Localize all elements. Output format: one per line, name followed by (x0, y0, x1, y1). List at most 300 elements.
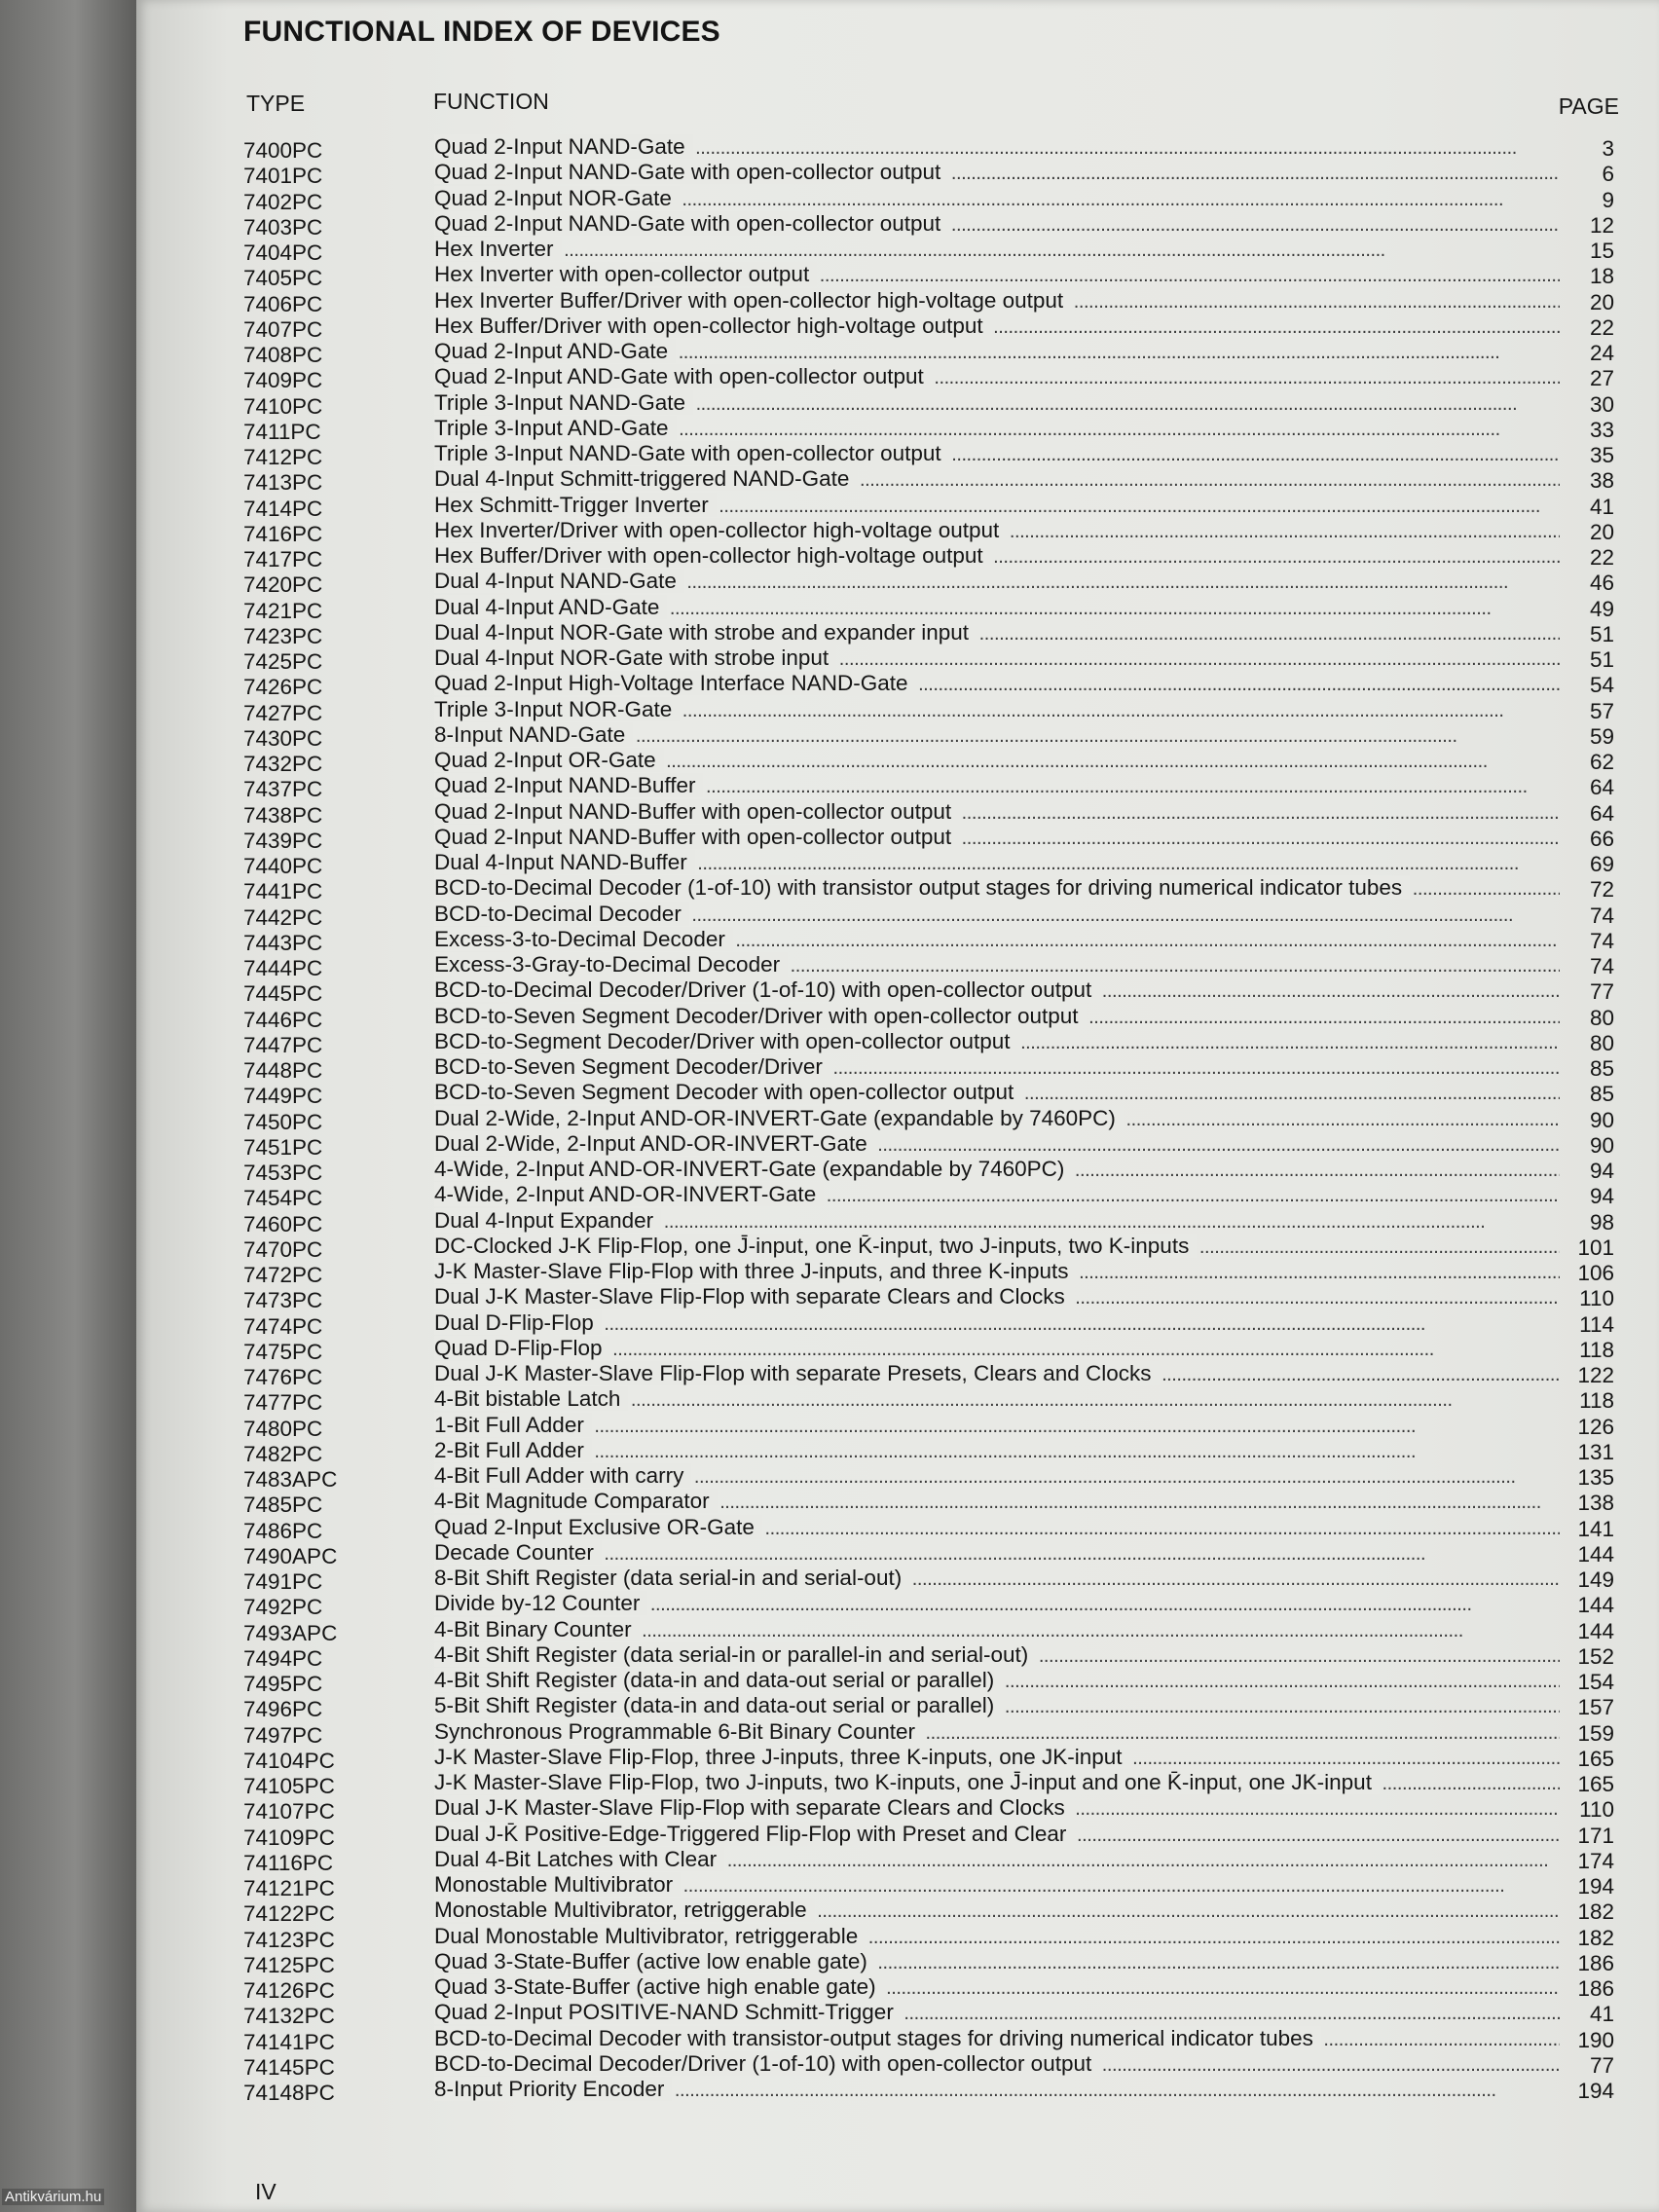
index-row (243, 721, 1614, 751)
device-function-text: Dual 2-Wide, 2-Input AND-OR-INVERT-Gate (expandable by 7460PC) (434, 1106, 1124, 1130)
device-function (434, 595, 1560, 621)
page-ref: 24 (1589, 341, 1614, 365)
device-function (434, 2077, 1560, 2103)
page-ref: 186 (1577, 1950, 1614, 1975)
page-ref: 149 (1577, 1567, 1614, 1592)
device-function (434, 1463, 1560, 1490)
device-function (434, 671, 1560, 697)
device-type: 7480PC (243, 1416, 323, 1441)
index-row (243, 1770, 1614, 1798)
index-row (243, 977, 1614, 1007)
device-type: 7473PC (243, 1288, 323, 1313)
device-function (434, 748, 1560, 774)
page-ref: 186 (1577, 1976, 1614, 2001)
index-row (243, 1872, 1614, 1898)
index-row (243, 926, 1614, 955)
index-row (243, 1693, 1614, 1722)
page-ref: 74 (1589, 903, 1614, 928)
device-function (434, 1872, 1560, 1899)
device-function-text: Quad 3-State-Buffer (active high enable gate) (434, 1974, 884, 1999)
device-type: 74126PC (243, 1978, 335, 2003)
device-function-text: Dual 4-Input NAND-Buffer (434, 850, 695, 874)
device-function-text: Quad 2-Input NOR-Gate (434, 186, 680, 210)
device-function-text: Dual 4-Input NOR-Gate with strobe and expander input (434, 620, 977, 645)
page-number: IV (255, 2179, 276, 2204)
page-ref: 182 (1577, 1925, 1614, 1950)
device-type: 7440PC (243, 854, 323, 878)
device-function (434, 569, 1560, 595)
device-type: 7451PC (243, 1134, 323, 1160)
device-function (434, 1924, 1560, 1950)
device-type: 7486PC (243, 1518, 323, 1543)
device-type: 7441PC (243, 879, 323, 904)
device-function (434, 645, 1560, 672)
device-function (434, 160, 1560, 186)
page-ref: 15 (1589, 239, 1614, 263)
index-row (243, 313, 1614, 342)
page-ref: 54 (1589, 673, 1614, 698)
device-function-text: 4-Wide, 2-Input AND-OR-INVERT-Gate (434, 1182, 824, 1206)
device-function (434, 1336, 1560, 1362)
device-function (434, 825, 1560, 851)
device-type: 7438PC (243, 802, 323, 828)
page-ref: 51 (1589, 647, 1614, 672)
index-row (243, 364, 1614, 393)
device-function (434, 1693, 1560, 1719)
device-function (434, 211, 1560, 238)
page-ref: 194 (1577, 2079, 1614, 2103)
page-ref: 46 (1589, 571, 1614, 596)
index-row (243, 875, 1614, 904)
device-function-text: 4-Bit Shift Register (data serial-in or parallel-in and serial-out) (434, 1642, 1036, 1667)
device-function (434, 1080, 1560, 1106)
device-type: 74148PC (243, 2081, 335, 2105)
index-row (243, 1182, 1614, 1211)
page-ref: 20 (1589, 289, 1614, 314)
device-function-text: BCD-to-Decimal Decoder (1-of-10) with transistor output stages for driving numerical indicator tubes (434, 875, 1410, 900)
index-row (243, 1641, 1614, 1671)
device-type: 7420PC (243, 572, 323, 598)
device-type: 7402PC (243, 189, 323, 214)
device-function-text: Quad 2-Input Exclusive OR-Gate (434, 1515, 762, 1539)
device-type: 7427PC (243, 700, 323, 725)
device-function (434, 2000, 1560, 2026)
device-function-text: Dual J-K̄ Positive-Edge-Triggered Flip-Flop with Preset and Clear (434, 1822, 1074, 1846)
device-function (434, 186, 1560, 212)
page-ref: 190 (1577, 2027, 1614, 2052)
page-ref: 80 (1589, 1005, 1614, 1030)
device-function-text: 8-Input Priority Encoder (434, 2077, 672, 2101)
page-ref: 64 (1589, 775, 1614, 800)
device-function-text: Dual 4-Bit Latches with Clear (434, 1847, 724, 1871)
device-function-text: BCD-to-Seven Segment Decoder/Driver (434, 1054, 830, 1079)
device-function-text: Dual Monostable Multivibrator, retriggerable (434, 1924, 866, 1948)
index-row (243, 1795, 1614, 1825)
device-function-text: Quad 2-Input NAND-Buffer with open-collector output (434, 799, 959, 824)
page-ref: 22 (1589, 314, 1614, 340)
device-type: 7470PC (243, 1236, 323, 1262)
page-ref: 62 (1589, 750, 1614, 774)
device-type: 74132PC (243, 2004, 335, 2029)
device-function (434, 364, 1560, 390)
device-function (434, 1029, 1560, 1055)
device-function-text: Excess-3-to-Decimal Decoder (434, 927, 733, 951)
device-function (434, 902, 1560, 928)
index-row (243, 1054, 1614, 1083)
device-function (434, 1822, 1560, 1848)
device-function-text: Dual 4-Input NAND-Gate (434, 569, 684, 593)
page-ref: 66 (1589, 826, 1614, 851)
device-type: 74145PC (243, 2054, 335, 2080)
page-ref: 90 (1589, 1107, 1614, 1132)
index-row (243, 2000, 1614, 2029)
page-ref: 9 (1602, 187, 1614, 212)
page-ref: 118 (1579, 1388, 1614, 1414)
device-function (434, 1259, 1560, 1285)
index-row (243, 389, 1614, 419)
device-type: 7485PC (243, 1493, 323, 1518)
device-type: 7493APC (243, 1620, 338, 1645)
page-ref: 154 (1577, 1670, 1614, 1694)
device-type: 7411PC (243, 419, 321, 444)
device-type: 7446PC (243, 1007, 323, 1032)
device-type: 74122PC (243, 1901, 335, 1927)
device-function-text: 4-Bit Magnitude Comparator (434, 1489, 718, 1513)
index-row (243, 1309, 1614, 1339)
device-function-text: BCD-to-Decimal Decoder/Driver (1-of-10) with open-collector output (434, 2051, 1099, 2076)
page-ref: 159 (1577, 1720, 1614, 1746)
index-row (243, 1591, 1614, 1620)
device-type: 7449PC (243, 1084, 323, 1109)
device-type: 7495PC (243, 1672, 323, 1696)
index-row (243, 1208, 1614, 1234)
device-function-text: Divide by-12 Counter (434, 1591, 647, 1615)
device-type: 7437PC (243, 777, 323, 802)
device-function-text: BCD-to-Seven Segment Decoder with open-collector output (434, 1080, 1021, 1104)
device-function (434, 2026, 1560, 2052)
device-type: 7474PC (243, 1313, 323, 1339)
index-row (243, 1003, 1614, 1032)
watermark-text: Antikvárium.hu (2, 2189, 104, 2205)
device-function-text: Quad 2-Input AND-Gate with open-collector output (434, 364, 932, 388)
device-function (434, 1719, 1560, 1746)
device-function-text: Synchronous Programmable 6-Bit Binary Counter (434, 1719, 923, 1744)
device-function (434, 1438, 1560, 1464)
index-row (243, 1233, 1614, 1262)
index-row (243, 1514, 1614, 1543)
page-ref: 114 (1579, 1311, 1614, 1337)
index-row (243, 1898, 1614, 1927)
page-ref: 98 (1589, 1209, 1614, 1235)
page-ref: 33 (1589, 417, 1614, 442)
device-function-text: Hex Inverter/Driver with open-collector high-voltage output (434, 518, 1007, 542)
device-function-text: Dual 4-Input AND-Gate (434, 595, 667, 619)
device-type: 7482PC (243, 1441, 323, 1466)
page-ref: 144 (1577, 1618, 1614, 1643)
index-row (243, 2077, 1614, 2105)
index-row (243, 1948, 1614, 1977)
device-type: 7406PC (243, 291, 323, 316)
page-ref: 64 (1589, 800, 1614, 826)
device-type: 7450PC (243, 1109, 323, 1134)
index-row (243, 185, 1614, 214)
device-function-text: 8-Input NAND-Gate (434, 722, 633, 747)
device-type: 7404PC (243, 240, 323, 265)
device-function-text: Hex Inverter (434, 237, 562, 261)
device-function (434, 1182, 1560, 1208)
index-row (243, 1157, 1614, 1185)
index-row (243, 645, 1614, 674)
book-spine (0, 0, 136, 2212)
index-row (243, 237, 1614, 265)
device-function (434, 493, 1560, 519)
index-row (243, 2050, 1614, 2080)
column-header-page: PAGE (1558, 93, 1619, 119)
device-type: 7494PC (243, 1645, 323, 1671)
page-ref: 144 (1577, 1541, 1614, 1567)
device-type: 7476PC (243, 1365, 323, 1389)
page-ref: 27 (1589, 366, 1614, 391)
device-function-text: Dual 2-Wide, 2-Input AND-OR-INVERT-Gate (434, 1131, 875, 1156)
device-function (434, 1770, 1560, 1796)
device-type: 7483APC (243, 1467, 338, 1492)
device-type: 7405PC (243, 266, 323, 291)
device-function (434, 2051, 1560, 2078)
device-type: 7444PC (243, 956, 323, 980)
device-function-text: Dual J-K Master-Slave Flip-Flop with separate Presets, Clears and Clocks (434, 1361, 1160, 1385)
device-function (434, 313, 1560, 340)
page-ref: 74 (1589, 954, 1614, 978)
device-type: 74141PC (243, 2029, 335, 2054)
device-type: 7417PC (243, 547, 323, 571)
index-row (243, 1080, 1614, 1109)
page-ref: 38 (1589, 468, 1614, 494)
index-row (243, 1463, 1614, 1492)
device-function-text: Quad 2-Input OR-Gate (434, 748, 664, 772)
device-type: 7443PC (243, 930, 323, 955)
index-row (243, 901, 1614, 930)
page-ref: 126 (1577, 1414, 1614, 1439)
device-function (434, 1489, 1560, 1515)
device-function (434, 390, 1560, 417)
page-ref: 41 (1589, 2002, 1614, 2027)
device-function-text: Quad 2-Input NAND-Gate with open-collector output (434, 211, 948, 236)
device-function-text: Quad D-Flip-Flop (434, 1336, 610, 1360)
page-ref: 110 (1579, 1797, 1614, 1823)
device-function (434, 518, 1560, 544)
device-function-text: Quad 2-Input NAND-Gate with open-collector output (434, 160, 948, 184)
page-ref: 72 (1589, 877, 1614, 903)
device-index-list (243, 134, 1614, 2105)
device-function (434, 697, 1560, 723)
device-function-text: Dual J-K Master-Slave Flip-Flop with separate Clears and Clocks (434, 1795, 1073, 1820)
device-type: 7421PC (243, 598, 323, 623)
index-row (243, 492, 1614, 521)
page-ref: 59 (1589, 723, 1614, 749)
index-row (243, 1130, 1614, 1160)
device-type: 7492PC (243, 1595, 323, 1620)
device-type: 7477PC (243, 1390, 323, 1416)
device-type: 7401PC (243, 164, 323, 189)
device-type: 7407PC (243, 316, 323, 342)
device-type: 7497PC (243, 1722, 323, 1748)
device-type: 7423PC (243, 623, 323, 648)
page-ref: 144 (1577, 1593, 1614, 1618)
index-row (243, 2025, 1614, 2054)
device-type: 74116PC (243, 1850, 334, 1875)
device-function-text: BCD-to-Segment Decoder/Driver with open-collector output (434, 1029, 1018, 1053)
index-row (243, 1105, 1614, 1134)
page-ref: 94 (1589, 1184, 1614, 1209)
device-function-text: BCD-to-Decimal Decoder (434, 902, 689, 926)
device-function-text: Dual D-Flip-Flop (434, 1310, 602, 1335)
device-type: 7439PC (243, 828, 323, 853)
device-function (434, 441, 1560, 467)
device-function-text: Quad 2-Input NAND-Gate (434, 134, 693, 159)
device-function-text: DC-Clocked J-K Flip-Flop, one J̄-input, one K̄-input, two J-inputs, two K-inputs (434, 1234, 1197, 1258)
page-ref: 20 (1589, 519, 1614, 544)
device-function-text: Triple 3-Input NAND-Gate (434, 390, 693, 415)
device-function-text: J-K Master-Slave Flip-Flop with three J-inputs, and three K-inputs (434, 1259, 1077, 1283)
device-function-text: Monostable Multivibrator, retriggerable (434, 1898, 815, 1922)
device-function-text: Triple 3-Input NOR-Gate (434, 697, 680, 721)
index-row (243, 1412, 1614, 1441)
index-row (243, 1028, 1614, 1057)
device-function (434, 288, 1560, 314)
device-function (434, 1591, 1560, 1617)
device-type: 7425PC (243, 649, 323, 674)
index-row (243, 1821, 1614, 1850)
page-ref: 85 (1589, 1056, 1614, 1081)
page-title: FUNCTIONAL INDEX OF DEVICES (243, 16, 720, 48)
device-function (434, 1617, 1560, 1643)
page-ref: 69 (1589, 852, 1614, 876)
device-function (434, 237, 1560, 263)
index-row (243, 517, 1614, 546)
device-function-text: Quad 2-Input AND-Gate (434, 339, 676, 363)
page-ref: 182 (1577, 1899, 1614, 1925)
page-ref: 165 (1577, 1772, 1614, 1796)
device-function-text: Quad 3-State-Buffer (active low enable gate) (434, 1949, 875, 1973)
index-row (243, 1540, 1614, 1566)
device-function (434, 1208, 1560, 1235)
device-function (434, 1949, 1560, 1975)
index-row (243, 824, 1614, 853)
device-function-text: J-K Master-Slave Flip-Flop, three J-inputs, three K-inputs, one JK-input (434, 1745, 1130, 1769)
index-row (243, 850, 1614, 878)
device-function-text: Triple 3-Input NAND-Gate with open-collector output (434, 441, 949, 465)
device-function-text: Quad 2-Input POSITIVE-NAND Schmitt-Trigger (434, 2000, 902, 2024)
index-row (243, 262, 1614, 291)
device-function-text: 4-Bit bistable Latch (434, 1386, 628, 1411)
device-function-text: Quad 2-Input NAND-Buffer with open-collector output (434, 825, 959, 849)
device-function (434, 773, 1560, 799)
index-row (243, 594, 1614, 623)
device-function (434, 1668, 1560, 1694)
page-ref: 157 (1577, 1695, 1614, 1720)
page-ref: 6 (1602, 162, 1614, 187)
device-function (434, 1234, 1560, 1260)
device-function (434, 1566, 1560, 1592)
page-ref: 106 (1577, 1261, 1614, 1285)
book-page (136, 0, 1659, 2212)
device-type: 7414PC (243, 496, 323, 521)
index-row (243, 160, 1614, 189)
device-function-text: 5-Bit Shift Register (data-in and data-out serial or parallel) (434, 1693, 1002, 1717)
index-row (243, 1386, 1614, 1416)
device-function (434, 799, 1560, 826)
index-row (243, 339, 1614, 367)
index-row (243, 1335, 1614, 1364)
device-function (434, 1745, 1560, 1771)
page-ref: 194 (1577, 1874, 1614, 1899)
device-function (434, 850, 1560, 876)
device-type: 7409PC (243, 368, 323, 393)
index-row (243, 441, 1614, 469)
device-function (434, 977, 1560, 1004)
page-ref: 165 (1577, 1746, 1614, 1771)
device-function-text: BCD-to-Decimal Decoder/Driver (1-of-10) with open-collector output (434, 977, 1099, 1002)
device-function (434, 1540, 1560, 1567)
page-ref: 85 (1589, 1082, 1614, 1107)
device-function-text: 1-Bit Full Adder (434, 1413, 592, 1437)
device-type: 7460PC (243, 1211, 323, 1236)
page-ref: 77 (1589, 2052, 1614, 2078)
device-function-text: 4-Bit Shift Register (data-in and data-out serial or parallel) (434, 1668, 1002, 1692)
device-function-text: 4-Bit Binary Counter (434, 1617, 640, 1641)
page-ref: 171 (1577, 1823, 1614, 1848)
device-type: 7447PC (243, 1032, 323, 1057)
device-type: 7475PC (243, 1339, 323, 1364)
device-type: 7400PC (243, 138, 323, 163)
device-type: 74105PC (243, 1774, 335, 1798)
device-function (434, 1847, 1560, 1873)
device-function (434, 339, 1560, 365)
device-type: 7410PC (243, 393, 323, 419)
device-function-text: Hex Inverter with open-collector output (434, 262, 817, 286)
device-type: 7448PC (243, 1058, 323, 1083)
device-type: 74121PC (243, 1876, 335, 1900)
page-ref: 12 (1589, 212, 1614, 238)
index-row (243, 1284, 1614, 1313)
device-function-text: Quad 2-Input NAND-Buffer (434, 773, 703, 797)
device-type: 7454PC (243, 1186, 323, 1211)
column-header-function: FUNCTION (433, 89, 549, 114)
device-function (434, 134, 1560, 161)
device-function (434, 620, 1560, 646)
device-type: 74109PC (243, 1825, 335, 1850)
index-row (243, 134, 1614, 163)
column-header-type: TYPE (246, 91, 306, 116)
index-row (243, 466, 1614, 496)
device-function-text: Triple 3-Input AND-Gate (434, 416, 677, 440)
index-row (243, 748, 1614, 776)
page-ref: 135 (1577, 1465, 1614, 1490)
device-function-text: Monostable Multivibrator (434, 1872, 681, 1897)
index-row (243, 1361, 1614, 1389)
device-type: 7491PC (243, 1569, 323, 1594)
page-ref: 51 (1589, 621, 1614, 646)
device-function-text: 8-Bit Shift Register (data serial-in and serial-out) (434, 1566, 909, 1590)
device-function (434, 1386, 1560, 1413)
device-type: 7442PC (243, 904, 323, 930)
index-row (243, 671, 1614, 700)
device-function-text: Dual 4-Input Schmitt-triggered NAND-Gate (434, 466, 857, 491)
device-type: 7432PC (243, 752, 323, 776)
device-function-text: Hex Schmitt-Trigger Inverter (434, 493, 717, 517)
device-type: 7426PC (243, 675, 323, 700)
page-ref: 3 (1602, 136, 1614, 161)
